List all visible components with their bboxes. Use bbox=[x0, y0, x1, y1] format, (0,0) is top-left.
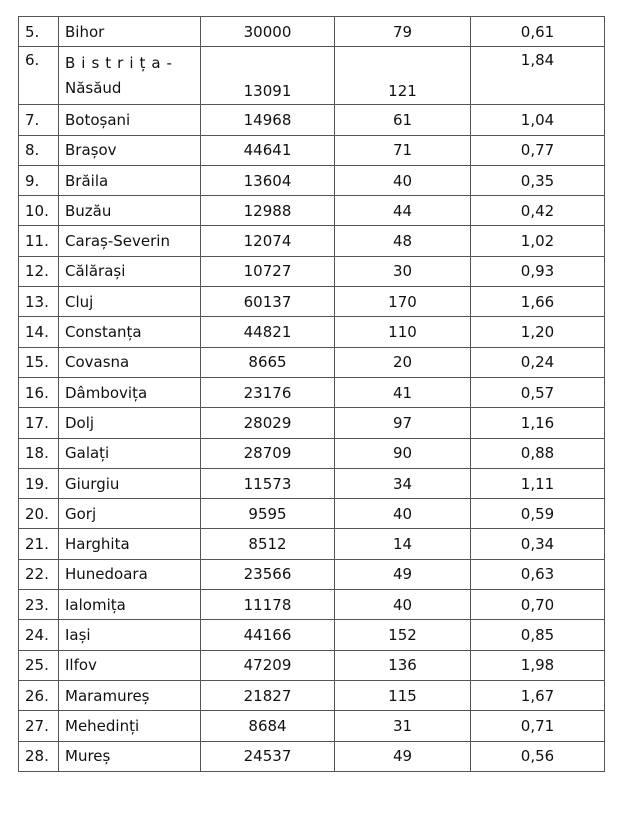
value-col-1: 30000 bbox=[201, 17, 335, 47]
table-row bbox=[19, 590, 605, 620]
value-col-1: 21827 bbox=[201, 680, 335, 710]
value-col-3: 1,67 bbox=[471, 680, 605, 710]
row-number: 5. bbox=[19, 17, 59, 47]
value-col-1: 14968 bbox=[201, 105, 335, 135]
table-row bbox=[19, 17, 605, 47]
county-name: Caraș-Severin bbox=[59, 226, 201, 256]
value-col-3: 1,84 bbox=[471, 47, 605, 105]
value-col-3: 0,63 bbox=[471, 559, 605, 589]
row-number: 14. bbox=[19, 317, 59, 347]
table-row bbox=[19, 408, 605, 438]
row-number: 18. bbox=[19, 438, 59, 468]
value-col-3: 1,11 bbox=[471, 468, 605, 498]
row-number: 9. bbox=[19, 165, 59, 195]
value-col-1: 9595 bbox=[201, 499, 335, 529]
table-row bbox=[19, 317, 605, 347]
table-row bbox=[19, 135, 605, 165]
value-col-2: 71 bbox=[335, 135, 471, 165]
row-number: 12. bbox=[19, 256, 59, 286]
value-col-3: 0,42 bbox=[471, 196, 605, 226]
value-col-1: 47209 bbox=[201, 650, 335, 680]
table-row bbox=[19, 711, 605, 741]
county-name: Hunedoara bbox=[59, 559, 201, 589]
value-col-3: 0,24 bbox=[471, 347, 605, 377]
value-col-3: 0,35 bbox=[471, 165, 605, 195]
row-number: 15. bbox=[19, 347, 59, 377]
county-name: Ialomița bbox=[59, 590, 201, 620]
table-row bbox=[19, 620, 605, 650]
table-body bbox=[19, 17, 605, 772]
table-row bbox=[19, 559, 605, 589]
county-name: Iași bbox=[59, 620, 201, 650]
value-col-3: 0,93 bbox=[471, 256, 605, 286]
table-row bbox=[19, 468, 605, 498]
county-name: Ilfov bbox=[59, 650, 201, 680]
county-name: Giurgiu bbox=[59, 468, 201, 498]
table-row bbox=[19, 347, 605, 377]
row-number: 27. bbox=[19, 711, 59, 741]
table-row bbox=[19, 650, 605, 680]
value-col-2: 20 bbox=[335, 347, 471, 377]
row-number: 13. bbox=[19, 287, 59, 317]
table-row bbox=[19, 165, 605, 195]
row-number: 21. bbox=[19, 529, 59, 559]
value-col-2: 31 bbox=[335, 711, 471, 741]
county-name: Dolj bbox=[59, 408, 201, 438]
table-row bbox=[19, 105, 605, 135]
county-name: Brașov bbox=[59, 135, 201, 165]
county-name: Cluj bbox=[59, 287, 201, 317]
table-row bbox=[19, 226, 605, 256]
value-col-3: 0,57 bbox=[471, 377, 605, 407]
table-row bbox=[19, 499, 605, 529]
value-col-3: 0,70 bbox=[471, 590, 605, 620]
value-col-2: 49 bbox=[335, 741, 471, 771]
row-number: 22. bbox=[19, 559, 59, 589]
row-number: 20. bbox=[19, 499, 59, 529]
county-name-line-2: Năsăud bbox=[65, 78, 122, 97]
value-col-2: 115 bbox=[335, 680, 471, 710]
value-col-2: 61 bbox=[335, 105, 471, 135]
value-col-3: 0,34 bbox=[471, 529, 605, 559]
value-col-3: 1,02 bbox=[471, 226, 605, 256]
value-col-2: 48 bbox=[335, 226, 471, 256]
value-col-3: 1,20 bbox=[471, 317, 605, 347]
value-col-1: 44641 bbox=[201, 135, 335, 165]
value-col-1: 23176 bbox=[201, 377, 335, 407]
value-col-3: 0,88 bbox=[471, 438, 605, 468]
value-col-3: 1,04 bbox=[471, 105, 605, 135]
county-name: Maramureș bbox=[59, 680, 201, 710]
value-col-2: 121 bbox=[335, 47, 471, 105]
county-name: Harghita bbox=[59, 529, 201, 559]
table-row bbox=[19, 287, 605, 317]
value-col-1: 23566 bbox=[201, 559, 335, 589]
row-number: 24. bbox=[19, 620, 59, 650]
value-col-1: 8665 bbox=[201, 347, 335, 377]
county-name: Botoșani bbox=[59, 105, 201, 135]
value-col-2: 44 bbox=[335, 196, 471, 226]
county-name bbox=[59, 47, 201, 105]
row-number: 23. bbox=[19, 590, 59, 620]
value-col-1: 8512 bbox=[201, 529, 335, 559]
table-row bbox=[19, 680, 605, 710]
row-number: 19. bbox=[19, 468, 59, 498]
value-col-2: 97 bbox=[335, 408, 471, 438]
value-col-3: 0,61 bbox=[471, 17, 605, 47]
table-row bbox=[19, 438, 605, 468]
value-col-1: 13604 bbox=[201, 165, 335, 195]
county-name: Mehedinți bbox=[59, 711, 201, 741]
counties-table bbox=[18, 16, 605, 772]
value-col-2: 40 bbox=[335, 165, 471, 195]
value-col-1: 12988 bbox=[201, 196, 335, 226]
row-number: 11. bbox=[19, 226, 59, 256]
row-number: 8. bbox=[19, 135, 59, 165]
value-col-2: 40 bbox=[335, 590, 471, 620]
row-number: 28. bbox=[19, 741, 59, 771]
county-name: Călărași bbox=[59, 256, 201, 286]
county-name: Gorj bbox=[59, 499, 201, 529]
table-row bbox=[19, 741, 605, 771]
value-col-2: 14 bbox=[335, 529, 471, 559]
value-col-2: 40 bbox=[335, 499, 471, 529]
county-name: Brăila bbox=[59, 165, 201, 195]
value-col-3: 0,77 bbox=[471, 135, 605, 165]
value-col-3: 0,56 bbox=[471, 741, 605, 771]
row-number: 6. bbox=[19, 47, 59, 105]
value-col-2: 152 bbox=[335, 620, 471, 650]
row-number: 7. bbox=[19, 105, 59, 135]
table-row bbox=[19, 256, 605, 286]
county-name: Bihor bbox=[59, 17, 201, 47]
table-row bbox=[19, 196, 605, 226]
row-number: 17. bbox=[19, 408, 59, 438]
value-col-1: 8684 bbox=[201, 711, 335, 741]
value-col-1: 28709 bbox=[201, 438, 335, 468]
value-col-1: 12074 bbox=[201, 226, 335, 256]
value-col-2: 110 bbox=[335, 317, 471, 347]
row-number: 16. bbox=[19, 377, 59, 407]
value-col-2: 34 bbox=[335, 468, 471, 498]
county-name: Constanța bbox=[59, 317, 201, 347]
value-col-3: 0,71 bbox=[471, 711, 605, 741]
county-name: Covasna bbox=[59, 347, 201, 377]
row-number: 26. bbox=[19, 680, 59, 710]
value-col-3: 1,66 bbox=[471, 287, 605, 317]
value-col-2: 170 bbox=[335, 287, 471, 317]
value-col-2: 79 bbox=[335, 17, 471, 47]
value-col-1: 44166 bbox=[201, 620, 335, 650]
county-name: Galați bbox=[59, 438, 201, 468]
value-col-1: 60137 bbox=[201, 287, 335, 317]
value-col-2: 136 bbox=[335, 650, 471, 680]
county-name: Mureș bbox=[59, 741, 201, 771]
value-col-2: 41 bbox=[335, 377, 471, 407]
table-row bbox=[19, 377, 605, 407]
value-col-1: 24537 bbox=[201, 741, 335, 771]
value-col-2: 30 bbox=[335, 256, 471, 286]
value-col-3: 1,98 bbox=[471, 650, 605, 680]
row-number: 10. bbox=[19, 196, 59, 226]
value-col-1: 44821 bbox=[201, 317, 335, 347]
value-col-3: 1,16 bbox=[471, 408, 605, 438]
county-name: Dâmbovița bbox=[59, 377, 201, 407]
county-name-line-1: Bistrița- bbox=[65, 53, 178, 72]
value-col-1: 13091 bbox=[201, 47, 335, 105]
value-col-3: 0,85 bbox=[471, 620, 605, 650]
value-col-1: 10727 bbox=[201, 256, 335, 286]
value-col-3: 0,59 bbox=[471, 499, 605, 529]
table-row bbox=[19, 47, 605, 105]
value-col-2: 90 bbox=[335, 438, 471, 468]
table-row bbox=[19, 529, 605, 559]
value-col-1: 11178 bbox=[201, 590, 335, 620]
value-col-1: 28029 bbox=[201, 408, 335, 438]
row-number: 25. bbox=[19, 650, 59, 680]
value-col-1: 11573 bbox=[201, 468, 335, 498]
county-name: Buzău bbox=[59, 196, 201, 226]
value-col-2: 49 bbox=[335, 559, 471, 589]
